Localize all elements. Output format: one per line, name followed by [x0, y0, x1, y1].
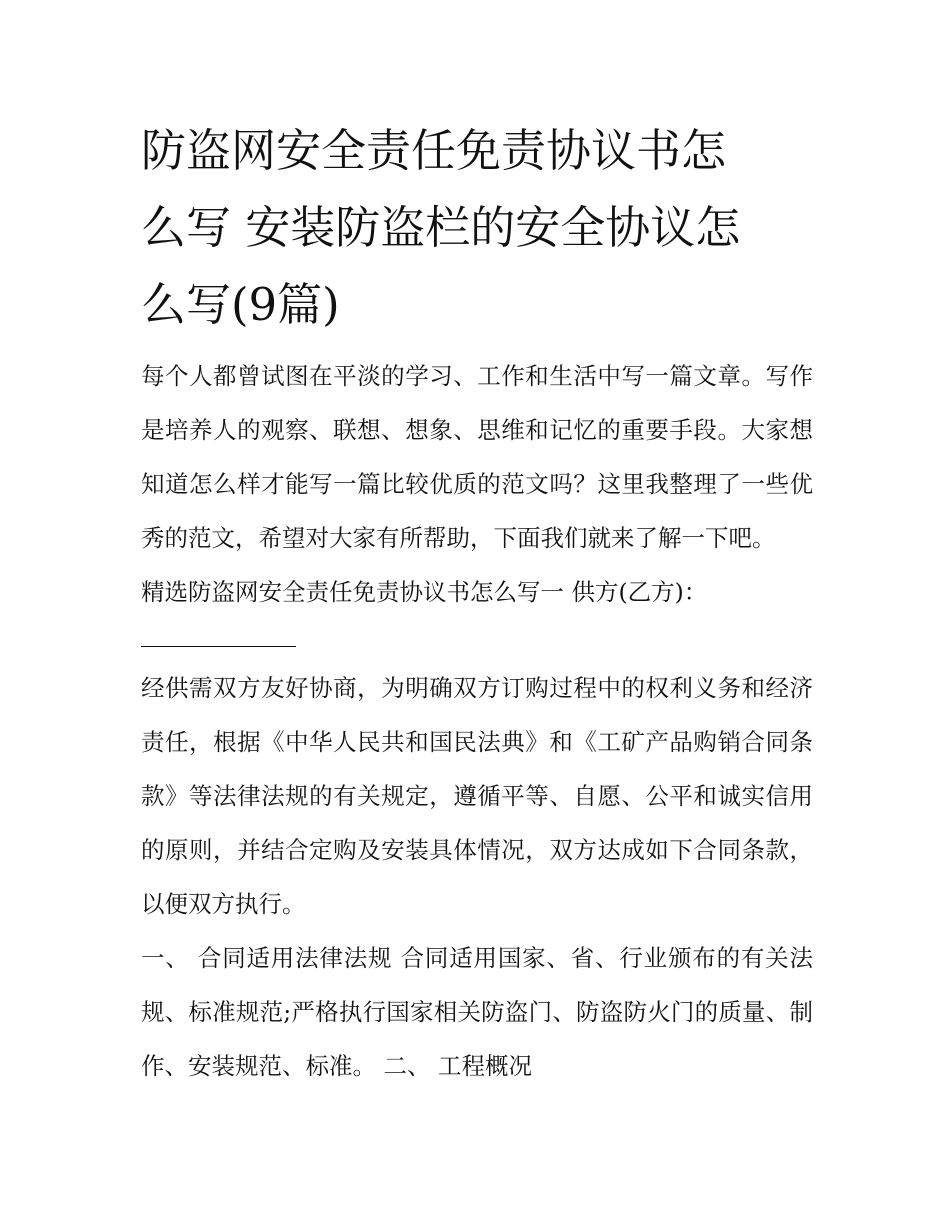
contract-paragraph-2: 一、 合同适用法律法规 合同适用国家、省、行业颁布的有关法规、标准规范;严格执行国家相关防盗门、防盗防火门的质量、制作、安装规范、标准。 二、 工程概况 — [141, 944, 813, 1080]
section-heading: 精选防盗网安全责任免责协议书怎么写一 供方(乙方)： — [141, 578, 708, 606]
signature-blank-line — [141, 619, 296, 647]
contract-paragraph-1: 经供需双方友好协商，为明确双方订购过程中的权利义务和经济责任，根据《中华人民共和国民法典》和《工矿产品购销合同条款》等法律法规的有关规定，遵循平等、自愿、公平和诚实信用的原则，并结合定购及安装具体情况，双方达成如下合同条款，以便双方执行。 — [141, 674, 813, 918]
intro-paragraph: 每个人都曾试图在平淡的学习、工作和生活中写一篇文章。写作是培养人的观察、联想、想象、思维和记忆的重要手段。大家想知道怎么样才能写一篇比较优质的范文吗？这里我整理了一些优秀的范文，希望对大家有所帮助，下面我们就来了解一下吧。 — [141, 362, 813, 552]
document-title: 防盗网安全责任免责协议书怎 么写 安装防盗栏的安全协议怎 么写(9篇) — [141, 124, 741, 331]
document-page — [141, 112, 813, 1093]
